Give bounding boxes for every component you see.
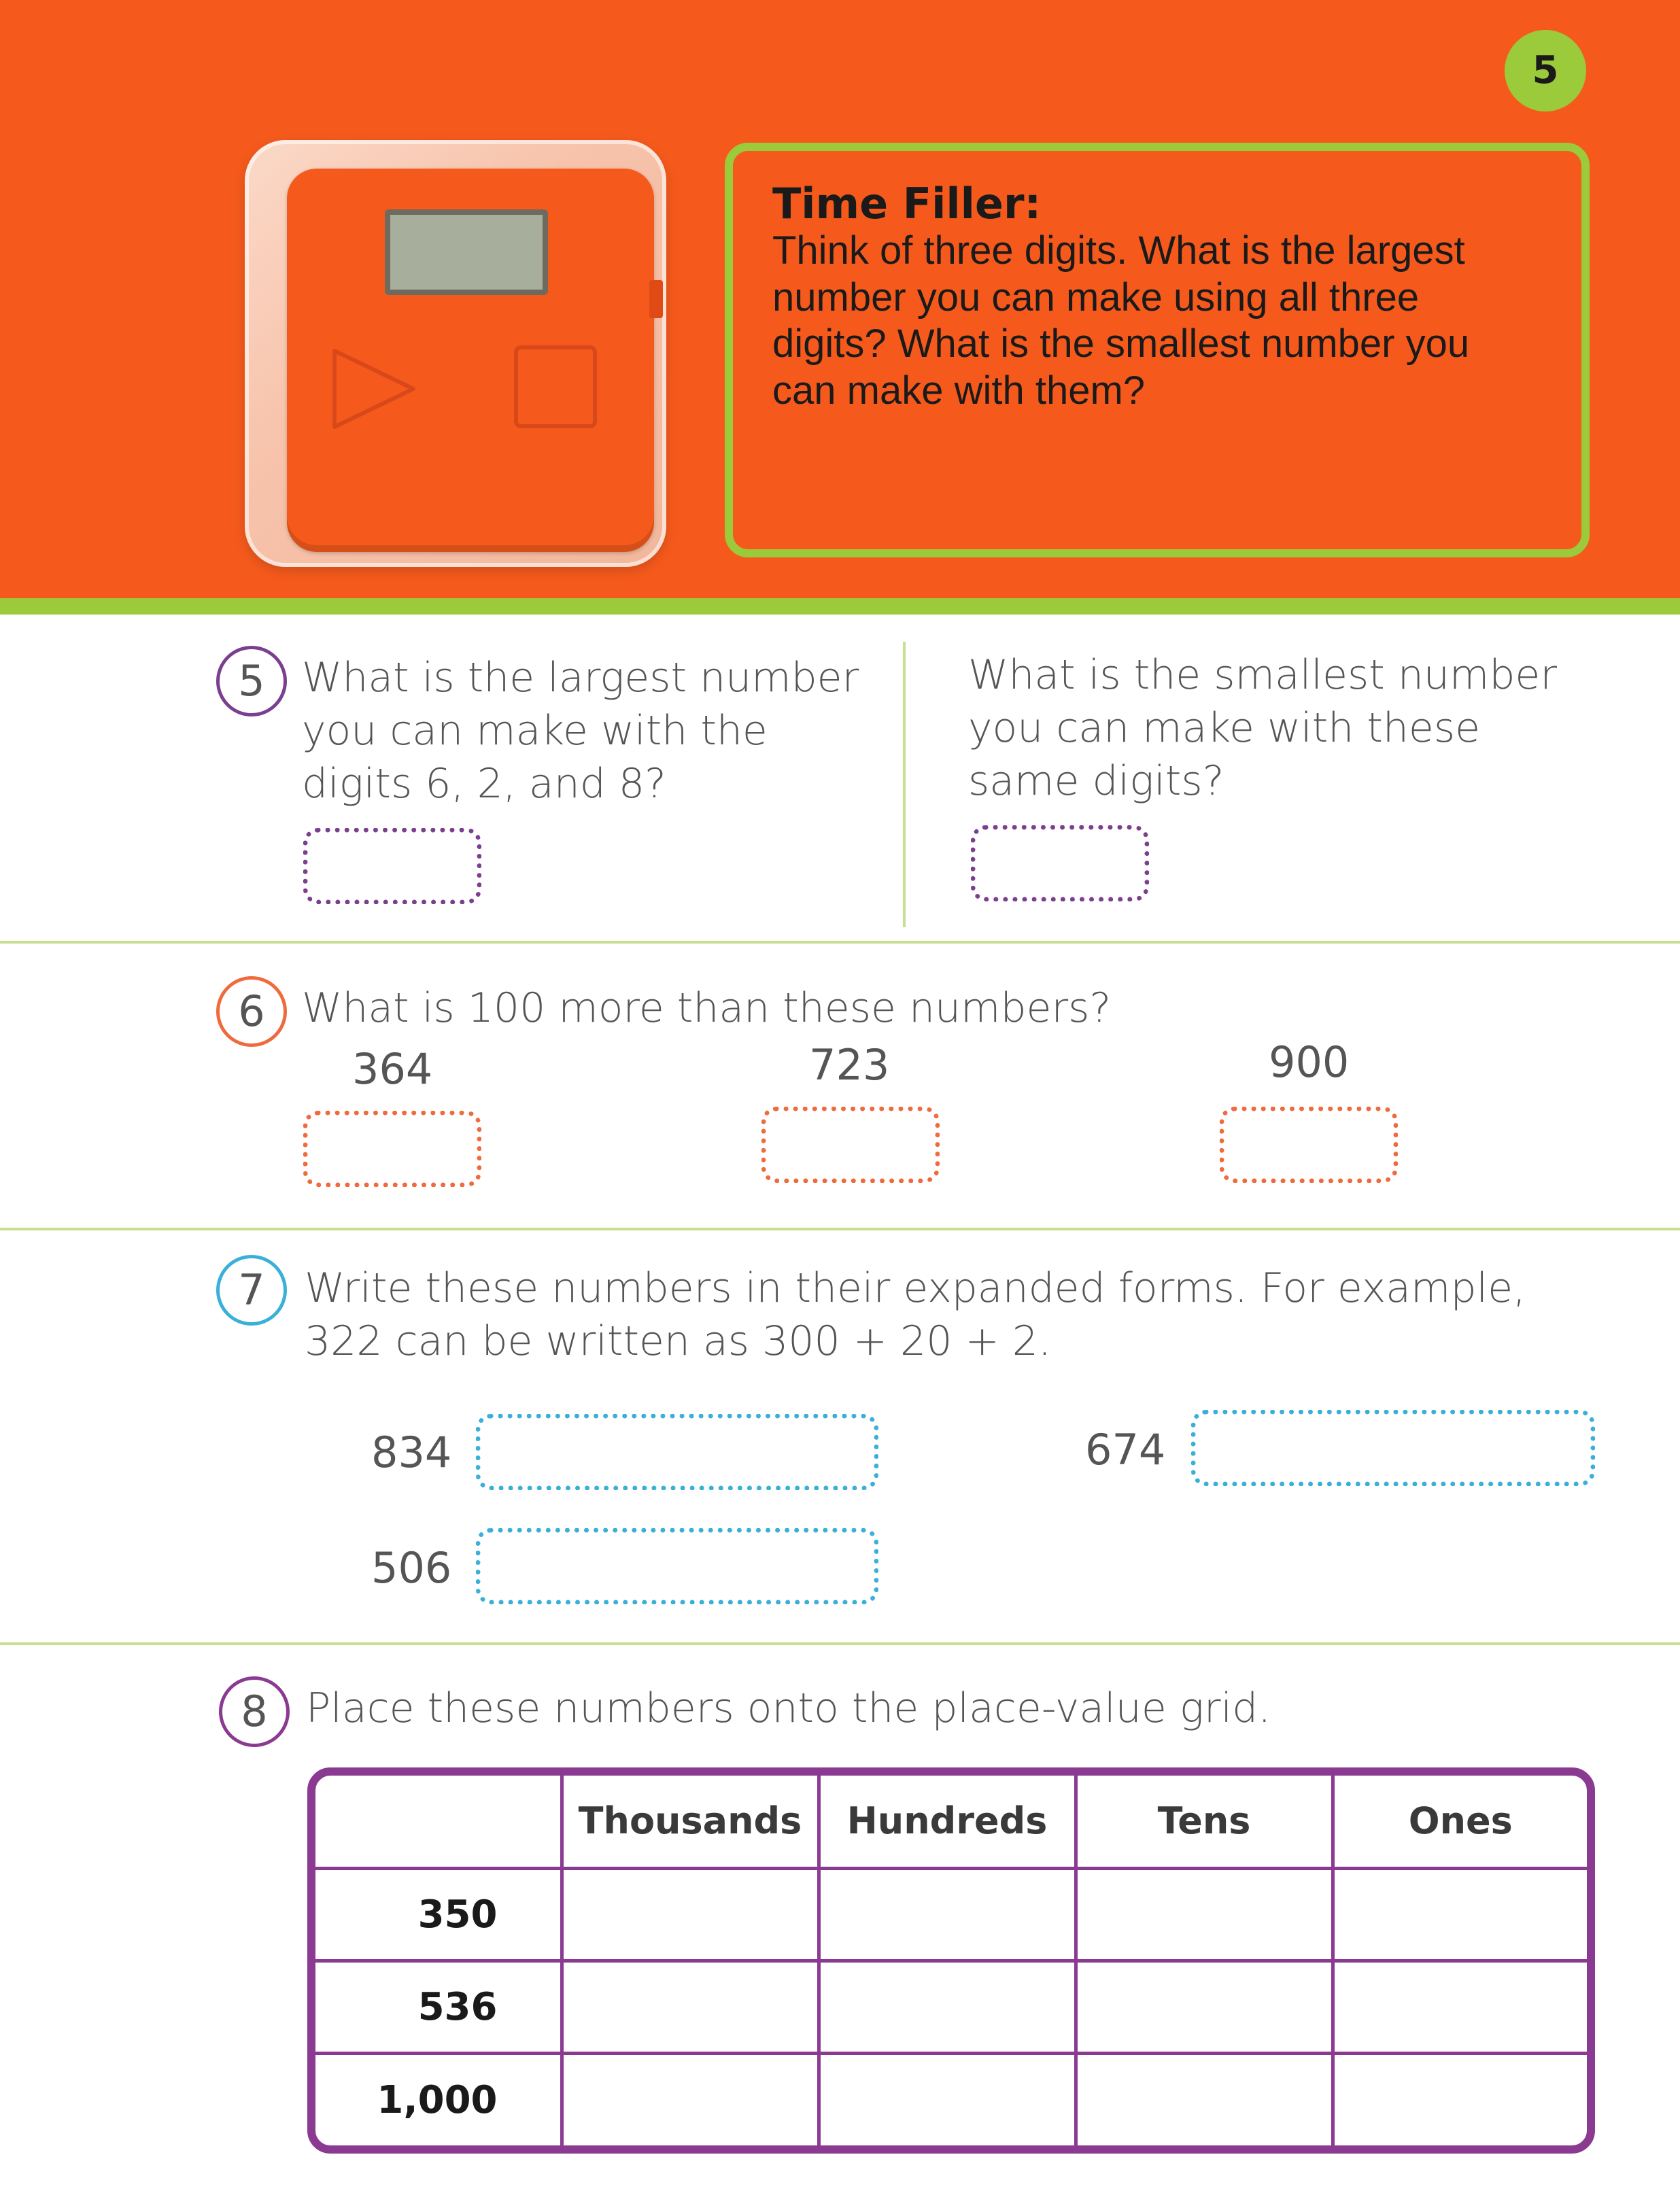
- grid-corner-cell: [315, 1776, 562, 1868]
- grid-cell[interactable]: [819, 1961, 1076, 2053]
- row-header: 536: [315, 1961, 562, 2053]
- place-value-grid: [307, 1767, 1595, 2154]
- header-divider: [0, 598, 1680, 615]
- question-7-text: Write these numbers in their expanded forms. For example, 322 can be written as 300 + 20 + 2.: [305, 1264, 1526, 1365]
- grid-cell[interactable]: [1076, 2053, 1333, 2145]
- section-divider: [0, 1228, 1680, 1230]
- column-header-ones: Ones: [1333, 1776, 1587, 1868]
- q6-number-3: 900: [1269, 1037, 1350, 1087]
- column-header-hundreds: Hundreds: [819, 1776, 1076, 1868]
- q6-answer-box-3[interactable]: [1220, 1107, 1398, 1183]
- question-6-number: 6: [216, 976, 287, 1047]
- time-filler-title: Time Filler:: [772, 179, 1042, 228]
- grid-cell[interactable]: [819, 1868, 1076, 1961]
- time-filler-box: [725, 143, 1590, 557]
- section-divider: [0, 941, 1680, 944]
- question-7-number: 7: [216, 1255, 287, 1326]
- play-icon: [330, 347, 419, 431]
- q6-answer-box-1[interactable]: [303, 1111, 481, 1187]
- q7-number-1: 834: [371, 1428, 452, 1477]
- q6-number-1: 364: [352, 1044, 433, 1094]
- grid-cell[interactable]: [1333, 1961, 1587, 2053]
- column-header-tens: Tens: [1076, 1776, 1333, 1868]
- grid-cell[interactable]: [562, 1868, 819, 1961]
- grid-cell[interactable]: [1333, 1868, 1587, 1961]
- question-5-right-text: What is the smallest number you can make with these same digits?: [968, 651, 1558, 805]
- q7-number-2: 674: [1085, 1425, 1166, 1474]
- question-8-number: 8: [219, 1676, 290, 1747]
- q7-answer-box-2[interactable]: [1191, 1410, 1595, 1486]
- q7-answer-box-3[interactable]: [476, 1528, 878, 1604]
- question-6-text: What is 100 more than these numbers?: [302, 984, 1112, 1032]
- q7-answer-box-1[interactable]: [476, 1414, 878, 1490]
- grid-cell[interactable]: [562, 1961, 819, 2053]
- row-header: 1,000: [315, 2053, 562, 2145]
- q7-number-3: 506: [371, 1543, 452, 1593]
- time-filler-text: Think of three digits. What is the largest number you can make using all three digits? What is the smallest number you can make with them?: [772, 228, 1470, 413]
- stop-icon: [514, 345, 597, 428]
- timer-side-button: [649, 280, 663, 318]
- q5-largest-answer-box[interactable]: [303, 828, 481, 904]
- question-8-text: Place these numbers onto the place-value grid.: [306, 1685, 1271, 1732]
- question-5-number: 5: [216, 646, 287, 716]
- grid-cell[interactable]: [1333, 2053, 1587, 2145]
- grid-cell[interactable]: [562, 2053, 819, 2145]
- q5-smallest-answer-box[interactable]: [971, 825, 1149, 901]
- column-header-thousands: Thousands: [562, 1776, 819, 1868]
- timer-display: [385, 209, 548, 295]
- q6-answer-box-2[interactable]: [761, 1107, 940, 1183]
- section-divider: [0, 1642, 1680, 1645]
- grid-cell[interactable]: [1076, 1868, 1333, 1961]
- row-header: 350: [315, 1868, 562, 1961]
- grid-cell[interactable]: [1076, 1961, 1333, 2053]
- question-5-text: What is the largest number you can make with the digits 6, 2, and 8?: [302, 654, 859, 808]
- q5-vertical-divider: [903, 642, 906, 927]
- page-number-badge: 5: [1505, 30, 1586, 111]
- q6-number-2: 723: [809, 1040, 890, 1090]
- grid-cell[interactable]: [819, 2053, 1076, 2145]
